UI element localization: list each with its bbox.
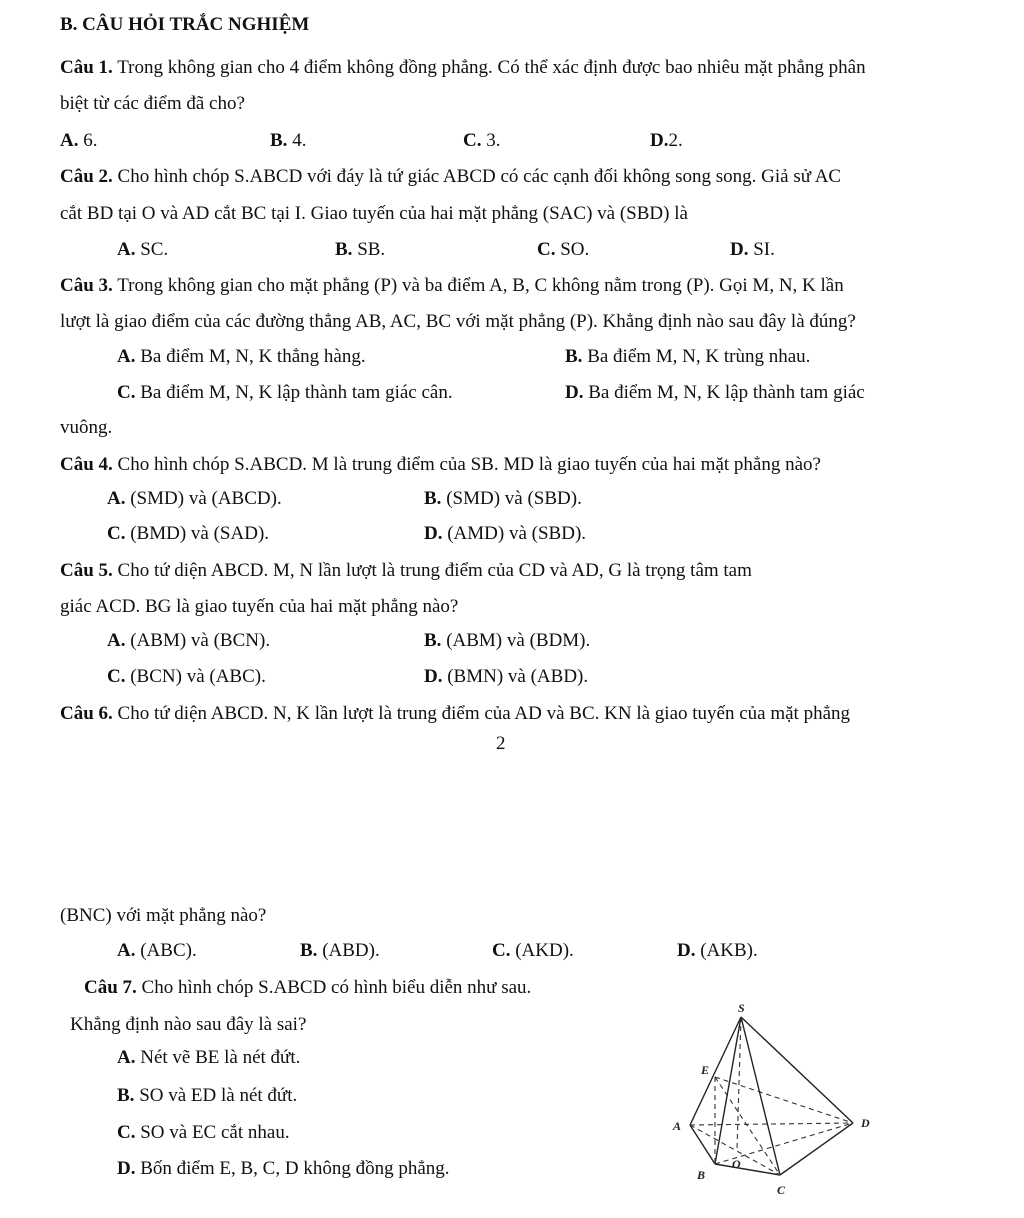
section-heading: B. CÂU HỎI TRẮC NGHIỆM — [60, 14, 310, 35]
q1-option-c: C. 3. — [463, 130, 501, 151]
q6-option-d: D. (AKB). — [677, 940, 758, 961]
q4-line1: Câu 4. Cho hình chóp S.ABCD. M là trung điểm của SB. MD là giao tuyến của hai mặt phẳng nào? — [60, 454, 821, 475]
q1-text: Trong không gian cho 4 điểm không đồng phẳng. Có thể xác định được bao nhiêu mặt phẳng phân — [112, 57, 866, 78]
q5-line2: giác ACD. BG là giao tuyến của hai mặt phẳng nào? — [60, 596, 459, 617]
page-number: 2 — [496, 733, 506, 754]
q3-line2: lượt là giao điểm của các đường thẳng AB, AC, BC với mặt phẳng (P). Khẳng định nào sau đây là đúng? — [60, 311, 856, 332]
q2-option-b: B. SB. — [335, 239, 386, 260]
edge-CD — [780, 1123, 853, 1175]
q6-line2: (BNC) với mặt phẳng nào? — [60, 905, 267, 926]
q6-option-b: B. (ABD). — [300, 940, 380, 961]
q6-line1: Câu 6. Cho tứ diện ABCD. N, K lần lượt là trung điểm của AD và BC. KN là giao tuyến của mặt phẳng — [60, 703, 851, 724]
label-E: E — [701, 1063, 710, 1077]
edge-SD — [741, 1017, 853, 1123]
q7-line1: Câu 7. Cho hình chóp S.ABCD có hình biểu diễn như sau. — [84, 977, 532, 998]
edge-SB — [715, 1017, 741, 1164]
q1-line1 — [60, 57, 866, 79]
q5-option-a: A. (ABM) và (BCN). — [107, 630, 271, 651]
edge-SC — [741, 1017, 780, 1175]
pyramid-figure — [660, 1002, 880, 1207]
q1-line2: biệt từ các điểm đã cho? — [60, 93, 245, 114]
label-D: D — [861, 1116, 870, 1130]
q5-label: Câu 5. — [60, 560, 113, 581]
q1-label: Câu 1. — [60, 57, 113, 78]
q4-option-b: B. (SMD) và (SBD). — [424, 488, 582, 509]
q6-option-a: A. (ABC). — [117, 940, 197, 961]
q3-line1: Câu 3. Trong không gian cho mặt phẳng (P) và ba điểm A, B, C không nằm trong (P). Gọi M, N, K lần — [60, 275, 844, 296]
q2-line1: Câu 2. Cho hình chóp S.ABCD với đáy là tứ giác ABCD có các cạnh đối không song song. Giả sử AC — [60, 166, 842, 187]
q3-option-b: B. Ba điểm M, N, K trùng nhau. — [565, 346, 811, 367]
q7-option-b: B. SO và ED là nét đứt. — [117, 1085, 298, 1106]
q1-option-a: A. 6. — [60, 130, 98, 151]
q5-option-d: D. (BMN) và (ABD). — [424, 666, 589, 687]
q3-option-d-wrap: vuông. — [60, 417, 113, 438]
edge-EC — [715, 1077, 780, 1175]
q5-option-c: C. (BCN) và (ABC). — [107, 666, 266, 687]
label-O: O — [732, 1157, 741, 1171]
q7-line2: Khẳng định nào sau đây là sai? — [70, 1014, 307, 1035]
label-A: A — [673, 1119, 682, 1133]
q2-option-c: C. SO. — [537, 239, 590, 260]
q2-option-a: A. SC. — [117, 239, 169, 260]
q3-option-d: D. Ba điểm M, N, K lập thành tam giác — [565, 382, 865, 403]
q2-option-d: D. SI. — [730, 239, 775, 260]
q1-option-d: D.2. — [650, 130, 683, 151]
label-C: C — [777, 1183, 786, 1197]
edge-ED — [715, 1077, 853, 1123]
q6-label: Câu 6. — [60, 703, 113, 724]
q5-option-b: B. (ABM) và (BDM). — [424, 630, 591, 651]
q1-option-b: B. 4. — [270, 130, 307, 151]
q2-line2: cắt BD tại O và AD cắt BC tại I. Giao tuyến của hai mặt phẳng (SAC) và (SBD) là — [60, 203, 688, 224]
q4-label: Câu 4. — [60, 454, 113, 475]
q6-option-c: C. (AKD). — [492, 940, 574, 961]
q2-label: Câu 2. — [60, 166, 113, 187]
q5-line1: Câu 5. Cho tứ diện ABCD. M, N lần lượt là trung điểm của CD và AD, G là trọng tâm tam — [60, 560, 752, 581]
edge-AB — [690, 1125, 715, 1164]
label-S: S — [738, 1002, 745, 1015]
q3-label: Câu 3. — [60, 275, 113, 296]
q7-label: Câu 7. — [84, 977, 137, 998]
q7-option-a: A. Nét vẽ BE là nét đứt. — [117, 1047, 301, 1068]
q4-option-d: D. (AMD) và (SBD). — [424, 523, 587, 544]
q3-option-a: A. Ba điểm M, N, K thẳng hàng. — [117, 346, 366, 367]
q4-option-c: C. (BMD) và (SAD). — [107, 523, 270, 544]
q4-option-a: A. (SMD) và (ABCD). — [107, 488, 282, 509]
pyramid-diagram — [660, 1002, 880, 1207]
label-B: B — [697, 1168, 706, 1182]
q3-option-c: C. Ba điểm M, N, K lập thành tam giác cân. — [117, 382, 453, 403]
q7-option-c: C. SO và EC cắt nhau. — [117, 1122, 290, 1143]
q7-option-d: D. Bốn điểm E, B, C, D không đồng phẳng. — [117, 1158, 450, 1179]
